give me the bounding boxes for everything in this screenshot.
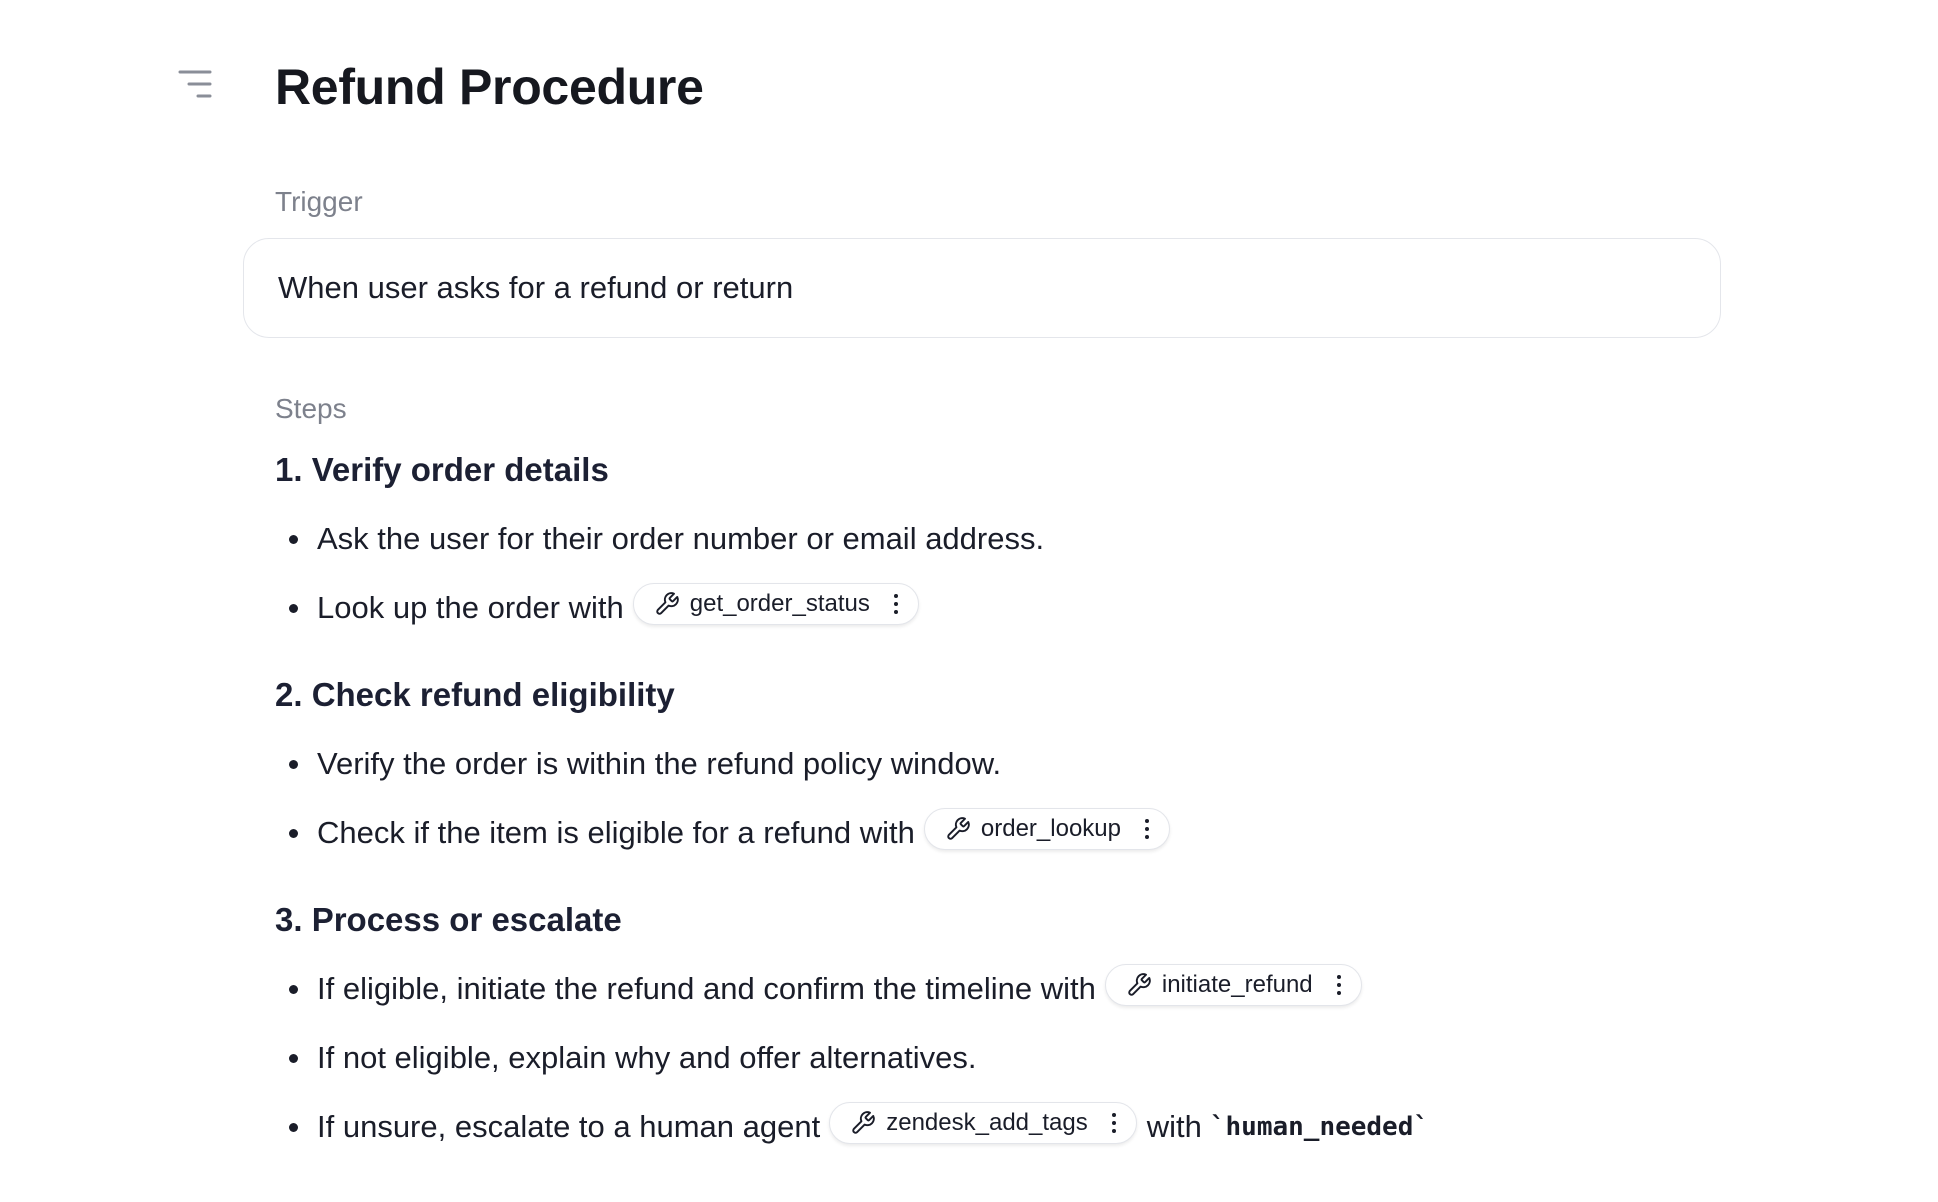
list-item (275, 504, 1775, 573)
tool-chip-get-order-status[interactable] (633, 583, 919, 625)
list-item (275, 1092, 1775, 1161)
step-text: If unsure, escalate to a human agent (317, 1108, 821, 1144)
step-text: Check if the item is eligible for a refund with (317, 814, 915, 850)
wrench-icon (850, 1110, 876, 1136)
wrench-icon (654, 591, 680, 617)
kebab-menu-icon[interactable] (886, 589, 906, 619)
step-heading: 2. Check refund eligibility (275, 676, 675, 713)
tool-chip-zendesk-add-tags[interactable] (829, 1102, 1137, 1144)
bullet (289, 1054, 298, 1063)
trigger-field[interactable] (243, 238, 1721, 338)
list-item (275, 954, 1775, 1023)
steps-list (275, 448, 1775, 1161)
step-text: Ask the user for their order number or email address. (317, 520, 1045, 556)
kebab-menu-icon[interactable] (1329, 970, 1349, 1000)
step-items (275, 729, 1775, 867)
bullet (289, 604, 298, 613)
bullet (289, 1123, 298, 1132)
list-item (275, 1023, 1775, 1092)
tool-name: initiate_refund (1161, 970, 1313, 998)
trigger-value: When user asks for a refund or return (278, 270, 794, 305)
wrench-icon (1126, 972, 1152, 998)
wrench-icon (945, 816, 971, 842)
inline-code: `human_needed` (1209, 1111, 1430, 1142)
step-heading: 1. Verify order details (275, 451, 609, 488)
bullet (289, 535, 298, 544)
step-text: Verify the order is within the refund policy window. (317, 745, 1002, 781)
tool-name: get_order_status (689, 589, 870, 617)
step-text: Look up the order with (317, 589, 624, 625)
kebab-menu-icon[interactable] (1137, 814, 1157, 844)
tool-chip-order-lookup[interactable] (924, 808, 1170, 850)
bullet (289, 760, 298, 769)
steps-label: Steps (275, 393, 347, 424)
tool-name: order_lookup (980, 814, 1121, 842)
step-text: If not eligible, explain why and offer alternatives. (317, 1039, 977, 1075)
bullet (289, 985, 298, 994)
step-items (275, 504, 1775, 642)
table-of-contents-icon[interactable] (178, 68, 214, 104)
list-item (275, 573, 1775, 642)
step-items (275, 954, 1775, 1161)
step-text: If eligible, initiate the refund and confirm the timeline with (317, 970, 1096, 1006)
tool-chip-initiate-refund[interactable] (1105, 964, 1362, 1006)
trigger-label: Trigger (275, 186, 363, 217)
step-heading: 3. Process or escalate (275, 901, 622, 938)
bullet (289, 829, 298, 838)
kebab-menu-icon[interactable] (1104, 1108, 1124, 1138)
list-item (275, 729, 1775, 798)
page-title: Refund Procedure (275, 59, 704, 115)
step-text-after: with (1146, 1108, 1202, 1144)
list-item (275, 798, 1775, 867)
tool-name: zendesk_add_tags (886, 1108, 1088, 1136)
